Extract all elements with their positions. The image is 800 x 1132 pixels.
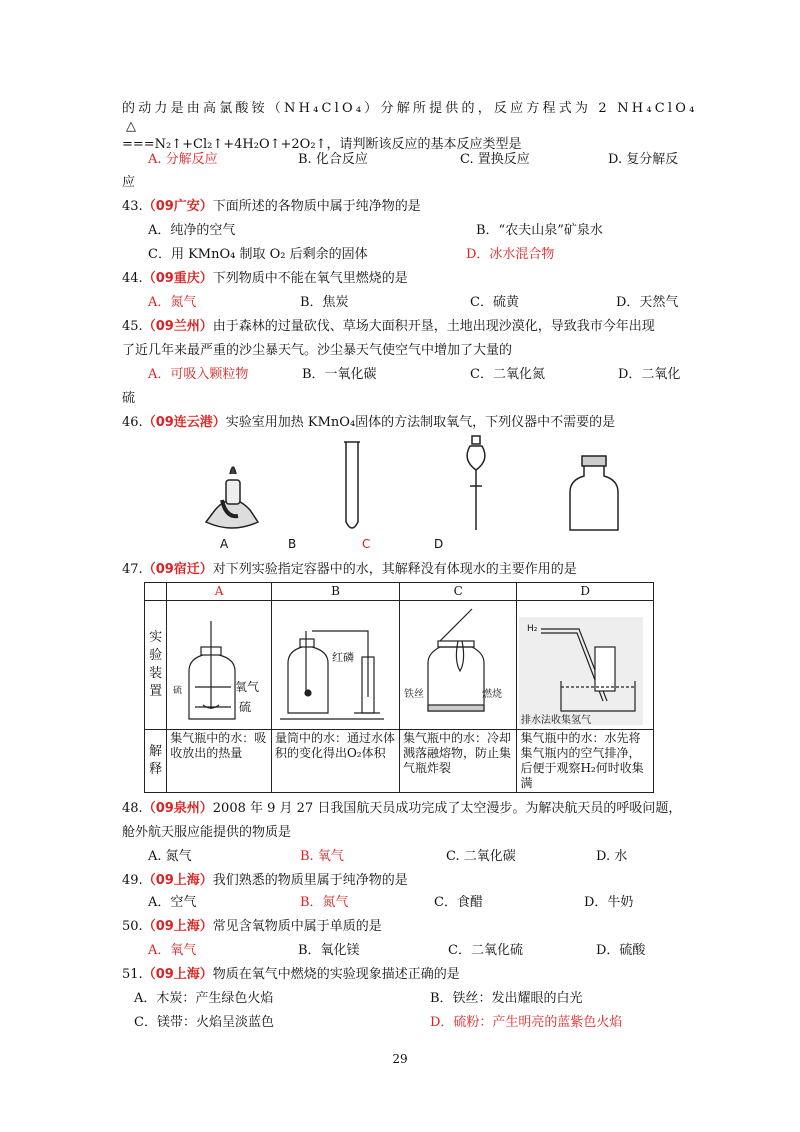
question-source: （09兰州） [142,319,213,334]
column-header-c: C [400,583,517,601]
q49-option-a: A．空气 [148,895,197,910]
question-number: 48. [122,801,143,816]
q48-stem-line-2: 舱外航天服应能提供的物质是 [122,825,292,840]
question-source: （09上海） [142,919,213,934]
q43-option-c: C．用 KMnO₄ 制取 O₂ 后剩余的固体 [148,247,368,262]
question-stem: 实验室用加热 KMnO₄固体的方法制取氧气，下列仪器中不需要的是 [225,415,616,430]
experiment-table [144,582,654,793]
question-stem: 下列物质中不能在氧气里燃烧的是 [212,271,408,286]
q48-option-b: B. 氧气 [300,849,344,864]
q45-option-a: A．可吸入颗粒物 [148,367,249,382]
row-label-apparatus: 实验装置 [145,601,167,730]
column-header-b: B [271,583,399,601]
explanation-a: 集气瓶中的水：吸收放出的热量 [167,730,272,793]
q44-option-d: D．天然气 [616,295,679,310]
instrument-label-d: D [434,537,444,550]
reagent-bottle-icon [570,456,618,530]
q50-option-b: B．氧化镁 [298,943,360,958]
question-stem: 对下列实验指定容器中的水，其解释没有体现水的主要作用的是 [212,562,577,577]
question-number: 44. [122,271,143,286]
question-50 [122,918,382,936]
question-stem: 常见含氧物质中属于单质的是 [212,919,382,934]
q44-option-c: C．硫黄 [470,295,519,310]
separatory-funnel-icon [467,436,485,530]
question-number: 43. [122,199,143,214]
question-source: （09宿迁） [142,562,213,577]
question-number: 51. [122,967,143,982]
h2-label: H₂ [527,624,538,634]
q48-option-d: D. 水 [596,849,628,864]
intro-line-2: ===N₂↑+Cl₂↑+4H₂O↑+2O₂↑，请判断该反应的基本反应类型是 [122,137,522,152]
q51-option-b: B．铁丝：发出耀眼的白光 [430,991,583,1006]
question-source: （09广安） [142,199,213,214]
question-stem: 下面所述的各物质中属于纯净物的是 [212,199,421,214]
table-corner [145,583,167,601]
question-source: （09上海） [142,873,213,888]
question-43 [122,198,421,216]
q50-option-c: C．二氧化硫 [448,943,523,958]
heat-triangle: △ [126,119,136,134]
q48-option-a: A. 氮气 [148,849,192,864]
question-source: （09上海） [142,967,213,982]
instrument-label-b: B [288,537,297,550]
sulfur-label: 硫 [239,700,252,714]
explanation-row [145,730,654,793]
q43-option-a: A．纯净的空气 [148,223,236,238]
table-header-row [145,583,654,601]
question-51 [122,966,460,984]
q43-option-b: B．“农夫山泉”矿泉水 [476,223,603,238]
bottle-label: 硫 [173,686,183,696]
question-source: （09泉州） [142,801,213,816]
page-number: 29 [392,1052,408,1066]
q50-option-a: A．氧气 [148,943,197,958]
sulfur-combustion-icon [167,601,265,725]
question-number: 49. [122,873,143,888]
question-48 [122,800,681,818]
q45-stem-line-2: 了近几年来最严重的沙尘暴天气。沙尘暴天气使空气中增加了大量的 [122,343,513,358]
question-stem: 由于森林的过量砍伐、草场大面积开垦，土地出现沙漠化，导致我市今年出现 [212,319,655,334]
explanation-c: 集气瓶中的水：冷却溅落融熔物，防止集气瓶炸裂 [400,730,517,793]
question-49 [122,872,408,890]
column-header-d: D [517,583,654,601]
instrument-label-a: A [220,537,229,550]
burn-label: 燃烧 [482,689,502,700]
row-label-explanation: 解释 [145,730,167,793]
intro-option-b: B. 化合反应 [298,152,368,167]
iron-label: 铁丝 [404,689,424,700]
q51-option-a: A．木炭：产生绿色火焰 [134,991,274,1006]
q50-option-d: D．硫酸 [596,943,646,958]
apparatus-b [271,601,399,730]
alcohol-lamp-icon [206,467,258,528]
q49-option-c: C．食醋 [434,895,483,910]
water-displacement-icon [517,601,645,725]
intro-option-wrap: 应 [122,175,136,190]
q45-option-d: D．二氧化 [618,367,681,382]
phosphorus-combustion-icon [272,601,392,725]
q44-option-b: B．焦炭 [300,295,349,310]
q51-option-c: C．镁带：火焰呈淡蓝色 [134,1015,274,1030]
question-45 [122,318,655,336]
apparatus-a [167,601,272,730]
q45-option-b: B．一氧化碳 [302,367,377,382]
q44-option-a: A．氮气 [148,295,197,310]
intro-line-1: 的动力是由高氯酸铵（NH₄ClO₄）分解所提供的，反应方程式为 2 NH₄ClO₄ [122,101,698,116]
intro-option-a: A. 分解反应 [148,152,218,167]
explanation-d: 集气瓶中的水：水先将集气瓶内的空气排净，后便于观察H₂何时收集满 [517,730,654,793]
collect-caption: 排水法收集氢气 [521,715,592,725]
question-number: 45. [122,319,143,334]
instrument-label-c: C [362,537,371,550]
q48-option-c: C. 二氧化碳 [446,849,516,864]
q45-option-c: C．二氧化氮 [470,367,545,382]
intro-option-c: C. 置换反应 [460,152,530,167]
question-number: 47. [122,562,143,577]
q49-option-d: D．牛奶 [584,895,634,910]
q49-option-b: B．氮气 [300,895,349,910]
apparatus-c [400,601,517,730]
iron-wire-combustion-icon [400,601,510,725]
question-stem: 物质在氧气中燃烧的实验现象描述正确的是 [212,967,460,982]
question-47 [122,561,577,579]
apparatus-row [145,601,654,730]
q45-option-wrap: 硫 [122,391,136,406]
q43-option-d: D．冰水混合物 [466,247,555,262]
explanation-b: 量筒中的水：通过水体积的变化得出O₂体积 [271,730,399,793]
question-stem: 我们熟悉的物质里属于纯净物的是 [212,873,408,888]
question-source: （09重庆） [142,271,213,286]
oxygen-label: 氧气 [235,680,260,694]
column-header-a: A [167,583,272,601]
question-number: 50. [122,919,143,934]
phosphorus-label: 红磷 [331,651,354,664]
apparatus-d [517,601,654,730]
question-number: 46. [122,415,143,430]
intro-option-d: D. 复分解反 [608,152,679,167]
test-tube-icon [344,442,360,528]
question-stem: 2008 年 9 月 27 日我国航天员成功完成了太空漫步。为解决航天员的呼吸问题， [212,801,682,816]
question-source: （09连云港） [142,415,226,430]
q46-instruments [0,430,800,550]
q51-option-d: D．硫粉：产生明亮的蓝紫色火焰 [430,1015,623,1030]
question-44 [122,270,408,288]
